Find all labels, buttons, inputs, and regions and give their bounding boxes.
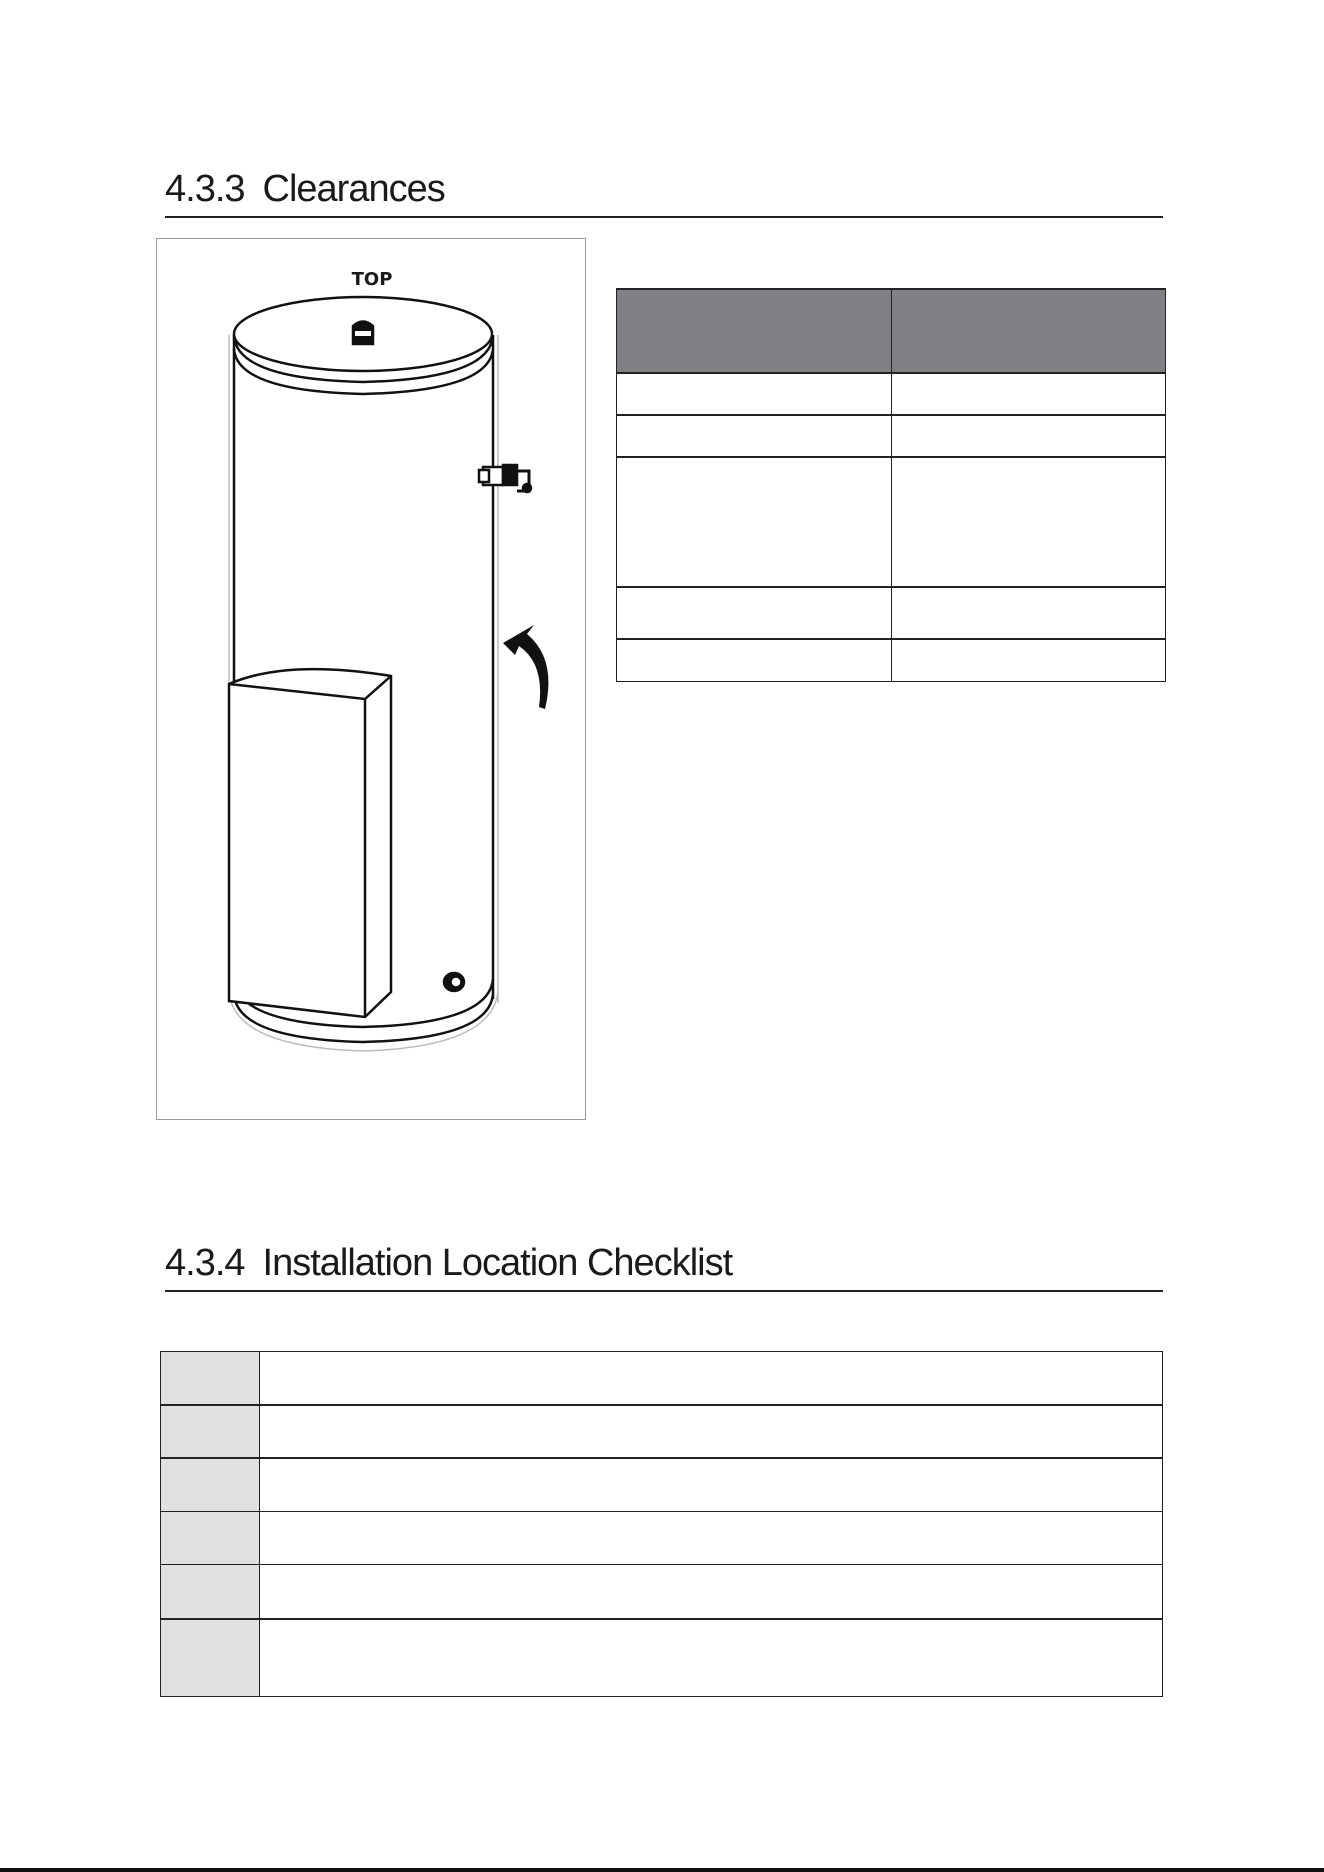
table-cell — [891, 457, 1166, 587]
clearance-header-cell — [891, 289, 1166, 373]
checklist-number-cell — [161, 1458, 260, 1512]
table-cell — [891, 373, 1166, 415]
checklist-number-cell — [161, 1352, 260, 1405]
water-heater-illustration — [157, 239, 587, 1121]
table-cell — [891, 587, 1166, 639]
table-row — [161, 1352, 1163, 1405]
table-row — [161, 1512, 1163, 1565]
table-cell — [617, 639, 892, 681]
table-cell — [617, 373, 892, 415]
table-cell — [891, 639, 1166, 681]
table-row — [161, 1458, 1163, 1512]
table-row — [617, 639, 1166, 681]
table-cell — [617, 415, 892, 457]
figure-top-label: TOP — [351, 269, 393, 290]
section-title-text: Clearances — [262, 168, 445, 210]
checklist-text-cell — [260, 1352, 1163, 1405]
clearance-table-header — [617, 289, 1166, 373]
table-cell — [891, 415, 1166, 457]
checklist-number-cell — [161, 1405, 260, 1458]
checklist-table — [160, 1351, 1163, 1697]
checklist-text-cell — [260, 1512, 1163, 1565]
clearance-header-cell — [617, 289, 892, 373]
checklist-text-cell — [260, 1405, 1163, 1458]
checklist-text-cell — [260, 1458, 1163, 1512]
section-number: 4.3.4 — [165, 1242, 245, 1284]
checklist-text-cell — [260, 1619, 1163, 1697]
section-number: 4.3.3 — [165, 168, 245, 210]
checklist-text-cell — [260, 1565, 1163, 1619]
checklist-number-cell — [161, 1565, 260, 1619]
table-row — [161, 1565, 1163, 1619]
section-title-checklist — [165, 1240, 1163, 1292]
table-row — [161, 1619, 1163, 1697]
table-row — [617, 415, 1166, 457]
section-title-clearances — [165, 166, 1163, 218]
table-row — [617, 587, 1166, 639]
table-row — [617, 457, 1166, 587]
rotation-arrow-icon — [503, 625, 548, 709]
water-heater-figure — [156, 238, 586, 1120]
checklist-number-cell — [161, 1619, 260, 1697]
table-cell — [617, 587, 892, 639]
clearance-table — [616, 288, 1166, 682]
page-bottom-rule — [0, 1868, 1324, 1872]
table-row — [161, 1405, 1163, 1458]
checklist-number-cell — [161, 1512, 260, 1565]
table-row — [617, 373, 1166, 415]
section-title-text: Installation Location Checklist — [262, 1242, 733, 1284]
table-cell — [617, 457, 892, 587]
